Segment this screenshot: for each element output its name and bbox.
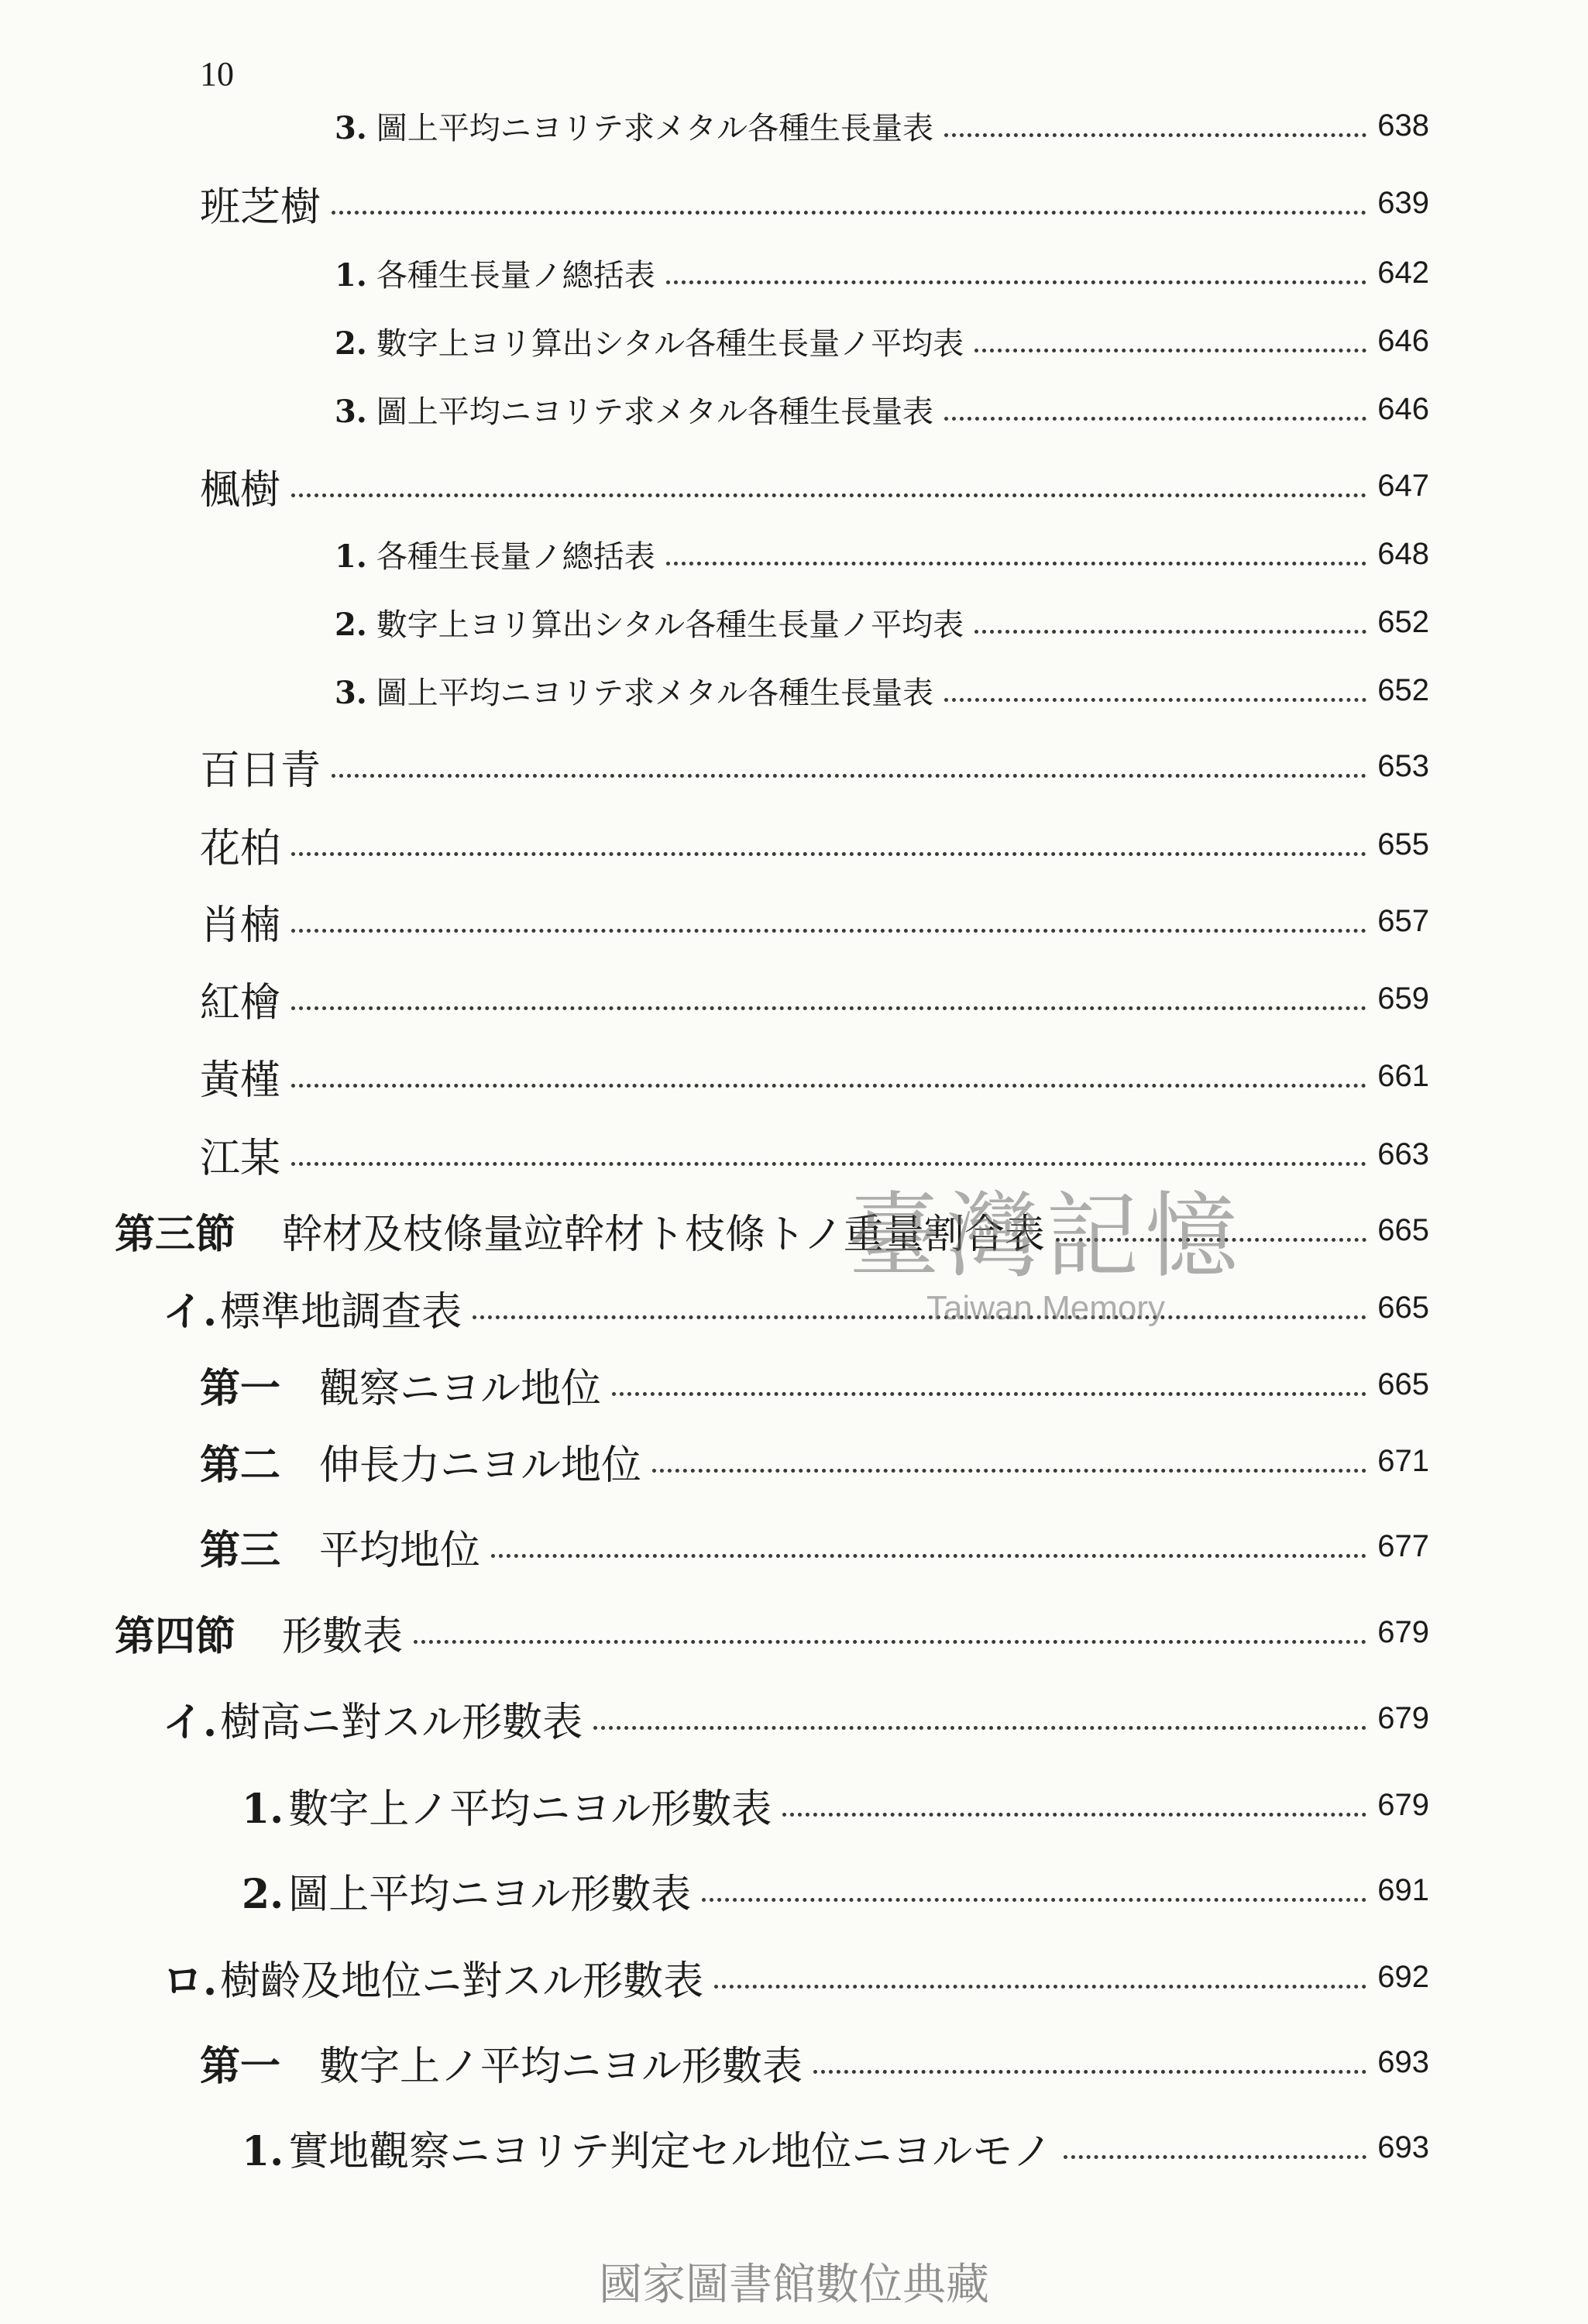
toc-entry[interactable] (335, 526, 1429, 582)
entry-title: 各種生長量ノ總括表 (376, 538, 655, 575)
dot-leader (666, 280, 1366, 284)
entry-label: 3. (335, 109, 367, 146)
dot-leader (291, 852, 1366, 856)
entry-title: 標準地調查表 (220, 1288, 462, 1336)
entry-page: 642 (1377, 255, 1429, 290)
entry-page: 646 (1377, 391, 1429, 426)
dot-leader (332, 774, 1366, 778)
toc-entry[interactable] (200, 1356, 1429, 1412)
toc-entry[interactable] (200, 458, 1429, 514)
toc-entry[interactable] (242, 1862, 1429, 1918)
entry-label: ロ. (163, 1957, 218, 2005)
dot-leader (702, 1898, 1366, 1902)
toc-entry[interactable] (200, 738, 1429, 794)
entry-page: 652 (1377, 604, 1429, 639)
entry-page: 693 (1377, 2044, 1429, 2079)
toc-entry[interactable] (335, 594, 1429, 650)
dot-leader (291, 1084, 1366, 1088)
toc-entry[interactable] (200, 175, 1429, 231)
toc-entry[interactable] (200, 971, 1429, 1026)
entry-label: 1. (242, 1785, 284, 1833)
entry-title: 班芝樹 (200, 184, 321, 231)
entry-page: 653 (1377, 748, 1429, 783)
dot-leader (1064, 2155, 1367, 2159)
entry-page: 692 (1377, 1959, 1429, 1994)
entry-page: 663 (1377, 1136, 1429, 1171)
dot-leader (666, 562, 1366, 566)
entry-page: 646 (1377, 323, 1429, 358)
toc-entry[interactable] (200, 893, 1429, 949)
entry-page: 638 (1377, 108, 1429, 143)
dot-leader (332, 211, 1366, 215)
entry-title: 楓樹 (200, 466, 281, 514)
entry-title: 百日青 (200, 747, 321, 794)
entry-title: 圖上平均ニヨル形數表 (288, 1871, 692, 1918)
entry-title: 平均地位 (319, 1527, 481, 1574)
entry-page: 665 (1377, 1290, 1429, 1325)
toc-entry[interactable] (200, 816, 1429, 872)
entry-label: 第四節 (115, 1612, 236, 1660)
dot-leader (291, 929, 1366, 933)
entry-title: 數字上ヨリ算出シタル各種生長量ノ平均表 (376, 607, 964, 643)
entry-title: 紅檜 (200, 979, 281, 1026)
entry-title: 花柏 (200, 825, 281, 872)
dot-leader (813, 2070, 1366, 2074)
dot-leader (974, 630, 1366, 634)
dot-leader (414, 1640, 1366, 1644)
toc-entry[interactable] (200, 1433, 1429, 1489)
entry-title: 樹高ニ對スル形數表 (220, 1699, 583, 1746)
entry-title: 肖楠 (200, 902, 281, 949)
entry-label: 第一 (200, 2042, 281, 2090)
dot-leader (491, 1554, 1366, 1558)
dot-leader (652, 1469, 1366, 1473)
entry-label: 第一 (200, 1364, 281, 1412)
entry-label: 第三節 (115, 1210, 236, 1258)
entry-label: 3. (335, 674, 367, 711)
entry-page: 639 (1377, 185, 1429, 220)
entry-title: 黃槿 (200, 1057, 281, 1104)
watermark (806, 1162, 1286, 1328)
entry-title: 各種生長量ノ總括表 (376, 257, 655, 294)
entry-page: 679 (1377, 1614, 1429, 1649)
toc-entry[interactable] (242, 1777, 1429, 1833)
entry-page: 679 (1377, 1700, 1429, 1735)
toc-entry[interactable] (335, 662, 1429, 718)
entry-label: 2. (335, 325, 367, 362)
footer-caption: 國家圖書館數位典藏 (599, 2260, 989, 2310)
toc-entry[interactable] (200, 2034, 1429, 2090)
toc-entry[interactable] (242, 2119, 1429, 2175)
entry-label: 3. (335, 393, 367, 430)
dot-leader (612, 1392, 1366, 1396)
toc-entry[interactable] (335, 98, 1429, 153)
toc-entry[interactable] (163, 1949, 1429, 2005)
watermark-logo: 臺灣記憶 (847, 1183, 1244, 1291)
entry-page: 647 (1377, 468, 1429, 503)
entry-page: 652 (1377, 672, 1429, 707)
dot-leader (714, 1985, 1366, 1989)
entry-page: 693 (1377, 2130, 1429, 2164)
entry-page: 665 (1377, 1367, 1429, 1401)
entry-label: 2. (242, 1870, 284, 1918)
entry-title: 樹齡及地位ニ對スル形數表 (220, 1958, 704, 2005)
dot-leader (593, 1726, 1366, 1730)
entry-title: 實地觀察ニヨリテ判定セル地位ニヨルモノ (288, 2128, 1053, 2175)
entry-page: 648 (1377, 536, 1429, 571)
dot-leader (944, 133, 1366, 137)
dot-leader (974, 349, 1366, 352)
toc-entry[interactable] (115, 1604, 1429, 1660)
entry-label: 1. (335, 256, 367, 294)
entry-page: 671 (1377, 1443, 1429, 1478)
entry-label: 1. (242, 2127, 284, 2175)
entry-title: 數字上ヨリ算出シタル各種生長量ノ平均表 (376, 325, 964, 362)
watermark-subtitle: Taiwan Memory (926, 1289, 1166, 1327)
entry-label: 第三 (200, 1526, 281, 1574)
entry-page: 657 (1377, 903, 1429, 938)
entry-title: 數字上ノ平均ニヨル形數表 (288, 1786, 772, 1833)
entry-page: 659 (1377, 981, 1429, 1016)
toc-entry[interactable] (200, 1048, 1429, 1104)
entry-page: 665 (1377, 1212, 1429, 1247)
dot-leader (291, 493, 1366, 497)
entry-label: 1. (335, 538, 367, 575)
entry-label: イ. (163, 1698, 218, 1746)
entry-label: 2. (335, 606, 367, 643)
toc-entry[interactable] (335, 313, 1429, 369)
entry-page: 655 (1377, 827, 1429, 861)
dot-leader (782, 1813, 1366, 1817)
dot-leader (944, 417, 1366, 421)
toc-entry[interactable] (163, 1690, 1429, 1746)
dot-leader (944, 698, 1366, 702)
entry-page: 679 (1377, 1787, 1429, 1822)
entry-label: イ. (163, 1287, 218, 1336)
entry-page: 661 (1377, 1058, 1429, 1093)
entry-title: 形數表 (282, 1613, 404, 1660)
entry-title: 圖上平均ニヨリテ求メタル各種生長量表 (376, 110, 933, 146)
entry-title: 圖上平均ニヨリテ求メタル各種生長量表 (376, 675, 933, 711)
entry-label: 第二 (200, 1441, 281, 1489)
entry-page: 677 (1377, 1528, 1429, 1563)
toc-entry[interactable] (200, 1518, 1429, 1574)
entry-title: 數字上ノ平均ニヨル形數表 (319, 2043, 803, 2090)
entry-title: 觀察ニヨル地位 (319, 1365, 602, 1412)
entry-title: 圖上平均ニヨリテ求メタル各種生長量表 (376, 394, 933, 430)
toc-entry[interactable] (335, 245, 1429, 301)
entry-title: 幹材及枝條量竝幹材ト枝條トノ重量割合表 (282, 1211, 1045, 1258)
dot-leader (291, 1006, 1366, 1010)
entry-title: 江某 (200, 1135, 281, 1182)
entry-page: 691 (1377, 1872, 1429, 1907)
page-number: 10 (200, 55, 234, 93)
toc-entry[interactable] (335, 381, 1429, 437)
entry-title: 伸長力ニヨル地位 (319, 1442, 642, 1489)
